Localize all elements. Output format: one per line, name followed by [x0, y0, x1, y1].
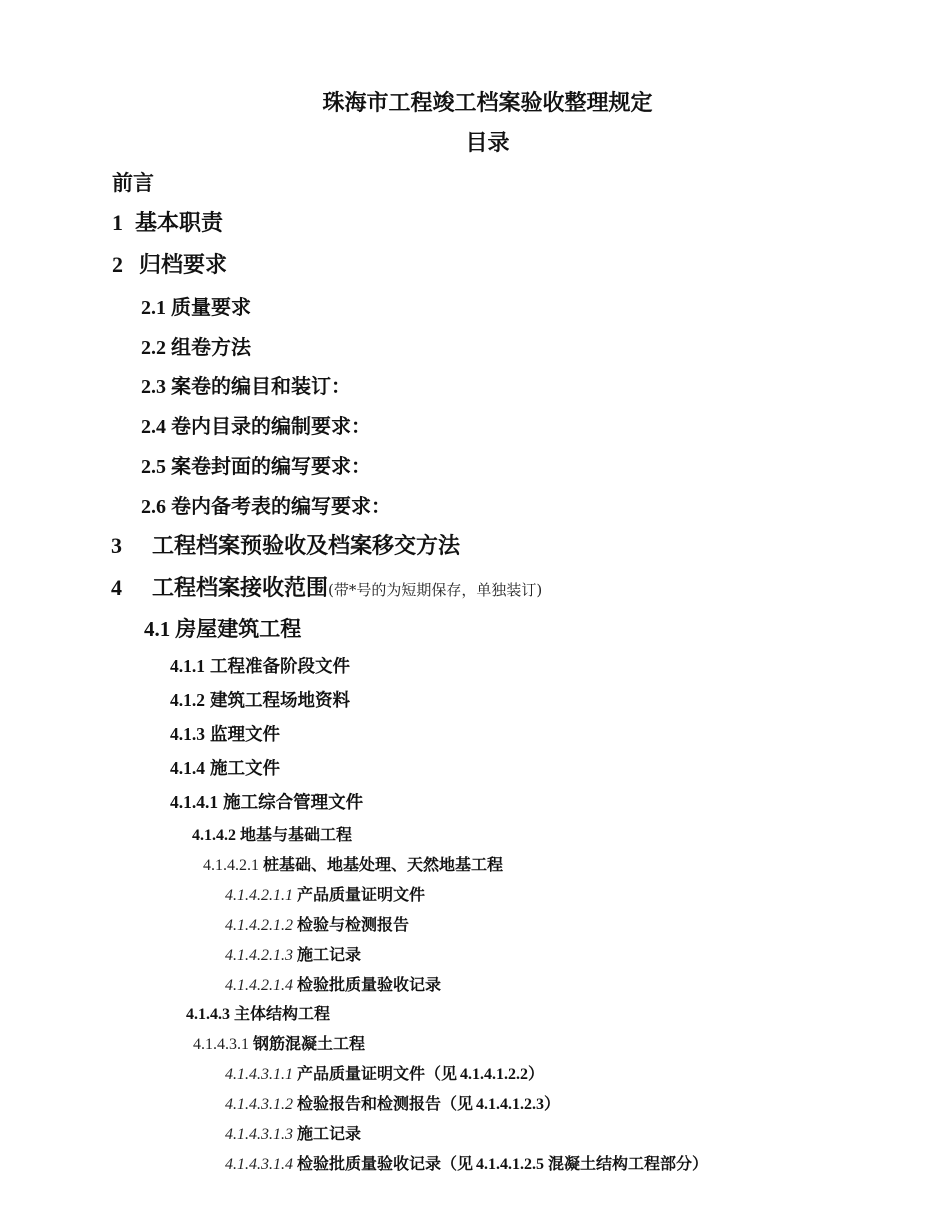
toc-section-4-1-4-2-1-3[interactable]: [225, 945, 361, 966]
toc-entry-number: 4.1.2: [170, 690, 205, 710]
toc-section-4-1-4-3-1[interactable]: [193, 1034, 365, 1055]
toc-entry-label: 案卷的编目和装订：: [171, 374, 351, 398]
toc-entry-number: 4.1.4.3.1.3: [225, 1126, 293, 1143]
toc-entry-number: 4.1.4.2.1.1: [225, 887, 293, 904]
toc-section-2-6[interactable]: [141, 493, 391, 520]
toc-section-4-1-4-2[interactable]: [192, 825, 352, 846]
toc-entry-label: 基本职责: [135, 210, 224, 236]
toc-section-4-1-4-2-1[interactable]: [203, 855, 503, 876]
toc-entry-tail: ）: [528, 1064, 545, 1083]
toc-entry-label: 工程准备阶段文件: [210, 657, 350, 677]
toc-entry-label: 施工综合管理文件: [223, 793, 364, 813]
toc-entry-reference: 4.1.4.1.2.3: [476, 1096, 545, 1113]
toc-entry-number: 4.1.4.2.1.3: [225, 947, 293, 964]
toc-entry-number: 2.6: [141, 496, 166, 518]
toc-entry-label: 施工文件: [210, 759, 280, 779]
toc-section-4-1-1[interactable]: [170, 655, 350, 678]
toc-entry-number: 4.1: [144, 617, 171, 641]
toc-section-4-1[interactable]: [144, 616, 301, 642]
toc-entry-number: 4.1.4.1: [170, 792, 219, 812]
toc-entry-number: 2: [112, 252, 123, 277]
toc-section-2-5[interactable]: [141, 453, 371, 480]
toc-entry-number: 4.1.4.3.1.1: [225, 1066, 293, 1083]
toc-entry-number: 4.1.4.3.1.2: [225, 1096, 293, 1113]
toc-entry-label: 检验批质量验收记录（见: [297, 1154, 474, 1173]
toc-entry-label: 组卷方法: [171, 335, 251, 359]
toc-section-4-1-4-3-1-2[interactable]: [225, 1094, 560, 1115]
toc-entry-tail: 混凝土结构工程部分）: [548, 1154, 709, 1173]
toc-entry-number: 4.1.4.2: [192, 827, 236, 844]
toc-section-4-1-4[interactable]: [170, 757, 280, 780]
toc-entry-number: 2.3: [141, 376, 166, 398]
toc-entry-label: 施工记录: [297, 945, 362, 964]
toc-section-2-1[interactable]: [141, 294, 251, 321]
toc-section-2-4[interactable]: [141, 413, 371, 440]
toc-section-4-1-4-3-1-1[interactable]: [225, 1064, 544, 1085]
toc-section-4-1-3[interactable]: [170, 723, 280, 746]
toc-section-4-1-4-2-1-2[interactable]: [225, 915, 409, 936]
toc-entry-number: 2.1: [141, 297, 166, 319]
toc-entry-number: 3: [111, 533, 122, 558]
toc-entry-label: 房屋建筑工程: [175, 616, 302, 641]
toc-section-4-1-4-2-1-4[interactable]: [225, 975, 441, 996]
toc-section-4-1-4-2-1-1[interactable]: [225, 885, 425, 906]
toc-entry-label: 监理文件: [210, 725, 280, 745]
toc-entry-label: 卷内备考表的编写要求：: [171, 494, 391, 518]
toc-entry-label: 建筑工程场地资料: [210, 691, 350, 711]
toc-section-2-3[interactable]: [141, 373, 351, 400]
toc-section-4-1-2[interactable]: [170, 689, 350, 712]
toc-entry-label: 检验与检测报告: [297, 915, 410, 934]
toc-entry-number: 4.1.4.2.1.4: [225, 977, 293, 994]
toc-entry-label: 钢筋混凝土工程: [253, 1034, 366, 1053]
toc-section-4-1-4-3-1-4[interactable]: [225, 1154, 708, 1175]
toc-entry-label: 施工记录: [297, 1124, 362, 1143]
toc-section-2-2[interactable]: [141, 334, 251, 361]
toc-entry-number: 4.1.4.2.1.2: [225, 917, 293, 934]
toc-entry-number: 1: [112, 210, 123, 235]
toc-section-4-1-4-3[interactable]: [186, 1004, 330, 1025]
toc-entry-label: 地基与基础工程: [240, 825, 353, 844]
toc-entry-label: 主体结构工程: [234, 1004, 331, 1023]
toc-entry-label: 归档要求: [139, 252, 228, 278]
toc-entry-reference: 4.1.4.1.2.2: [460, 1066, 529, 1083]
document-title: 珠海市工程竣工档案验收整理规定: [322, 90, 653, 116]
toc-section-4-1-4-3-1-3[interactable]: [225, 1124, 361, 1145]
toc-entry-tail: ）: [544, 1094, 561, 1113]
toc-entry-number: 4.1.3: [170, 724, 205, 744]
toc-section-3[interactable]: [111, 532, 460, 560]
toc-section-2[interactable]: [112, 251, 227, 279]
toc-section-4[interactable]: [111, 574, 542, 604]
toc-entry-label: 前言: [112, 170, 154, 195]
toc-entry-label: 检验批质量验收记录: [297, 975, 442, 994]
toc-entry-label: 工程档案接收范围: [152, 575, 329, 601]
toc-entry-label: 检验报告和检测报告（见: [297, 1094, 474, 1113]
toc-entry-reference: 4.1.4.1.2.5: [476, 1156, 545, 1173]
toc-section-1[interactable]: [112, 209, 223, 237]
toc-entry-number: 4.1.4.3: [186, 1006, 230, 1023]
toc-section-4-1-4-1[interactable]: [170, 791, 363, 814]
toc-entry-number: 2.2: [141, 337, 166, 359]
toc-entry-label: 产品质量证明文件: [297, 885, 426, 904]
toc-entry-note: (带*号的为短期保存，单独装订): [328, 581, 543, 599]
toc-entry-number: 4.1.4.2.1: [203, 857, 259, 874]
toc-entry-number: 2.5: [141, 456, 166, 478]
toc-entry-label: 工程档案预验收及档案移交方法: [152, 533, 461, 559]
toc-entry-label: 案卷封面的编写要求：: [171, 454, 371, 478]
toc-entry-number: 4.1.1: [170, 656, 205, 676]
toc-heading: 目录: [465, 130, 510, 156]
toc-entry-label: 产品质量证明文件（见: [297, 1064, 458, 1083]
toc-entry-number: 4.1.4.3.1: [193, 1036, 249, 1053]
toc-preface[interactable]: [112, 170, 154, 196]
toc-entry-number: 4.1.4.3.1.4: [225, 1156, 293, 1173]
toc-entry-number: 4: [111, 575, 122, 600]
toc-entry-label: 质量要求: [171, 295, 251, 319]
toc-entry-label: 卷内目录的编制要求：: [171, 414, 371, 438]
toc-entry-number: 4.1.4: [170, 758, 205, 778]
toc-entry-number: 2.4: [141, 416, 166, 438]
toc-entry-label: 桩基础、地基处理、天然地基工程: [263, 855, 504, 874]
